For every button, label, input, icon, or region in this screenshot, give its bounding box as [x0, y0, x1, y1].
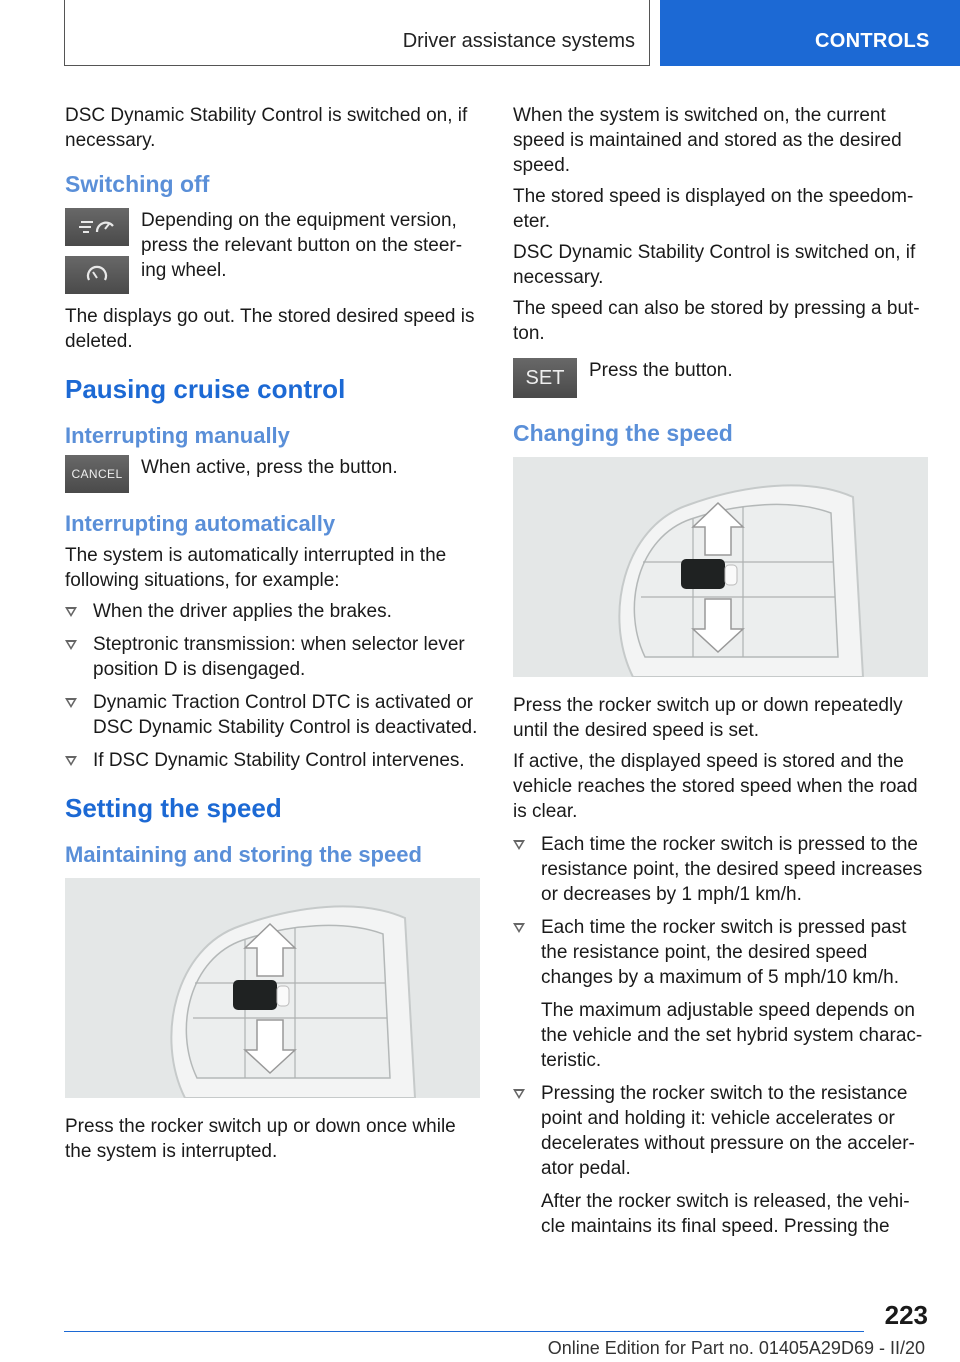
header-chapter-tab: [660, 0, 960, 66]
header-section-title: Driver assistance systems: [402, 30, 635, 52]
list-item-note: The maximum adjustable speed depends on the vehicle and the set hybrid system charac-teristic.: [541, 1000, 923, 1071]
right-paragraph-3: DSC Dynamic Stability Control is switched on, if necessary.: [513, 242, 916, 288]
manual-interrupt-instruction: [65, 455, 480, 493]
bullet-triangle-icon: [513, 840, 525, 850]
bullet-triangle-icon: [65, 756, 77, 766]
list-item-text: Each time the rocker switch is pressed past the resistance point, the desired speed changes by a maximum of 5 mph/10 km/h.: [541, 917, 907, 988]
right-paragraph-1: When the system is switched on, the current speed is maintained and stored as the desired speed.: [513, 105, 902, 176]
cancel-button-image: CANCEL: [65, 455, 129, 493]
list-item-text: Pressing the rocker switch to the resistance point and holding it: vehicle accelerates or decelerates without pressure on the acceler-ator pedal.: [541, 1083, 915, 1179]
list-item-text: If DSC Dynamic Stability Control intervenes.: [93, 750, 465, 771]
list-item-text: Dynamic Traction Control DTC is activated or DSC Dynamic Stability Control is deactivated.: [93, 692, 478, 738]
list-item: [65, 599, 480, 624]
cruise-control-button-icon: [65, 208, 129, 246]
list-item: [513, 832, 928, 907]
changing-paragraph-2: If active, the displayed speed is stored and the vehicle reaches the stored speed when the road is clear.: [513, 751, 918, 822]
list-item: [65, 748, 480, 773]
list-item-text: Each time the rocker switch is pressed to the resistance point, the desired speed increases or decreases by 1 mph/1 km/h.: [541, 834, 923, 905]
switching-off-instruction: [65, 208, 480, 294]
switch-off-button-images: [65, 208, 129, 294]
cancel-button-image-wrap: [65, 455, 129, 493]
header-section-box: [64, 0, 650, 66]
footer-divider: [64, 1331, 864, 1332]
footer-edition: Online Edition for Part no. 01405A29D69 - II/20: [547, 1338, 925, 1358]
header-chapter-label: CONTROLS: [815, 30, 930, 52]
heading-pausing-cruise-control: Pausing cruise control: [65, 374, 346, 404]
heading-switching-off: Switching off: [65, 171, 210, 197]
bullet-triangle-icon: [513, 923, 525, 933]
heading-changing-the-speed: Changing the speed: [513, 420, 733, 446]
heading-setting-the-speed: Setting the speed: [65, 793, 282, 823]
changing-speed-list: [513, 832, 928, 1239]
manual-interrupt-text: When active, press the button.: [141, 457, 398, 478]
bullet-triangle-icon: [65, 640, 77, 650]
page-number: 223: [884, 1300, 928, 1330]
intro-paragraph: DSC Dynamic Stability Control is switched on, if necessary.: [65, 105, 468, 151]
right-paragraph-2: The stored speed is displayed on the speedom-eter.: [513, 186, 914, 232]
right-column: [513, 103, 928, 1247]
heading-interrupting-automatically: Interrupting automatically: [65, 511, 336, 536]
maintaining-caption: Press the rocker switch up or down once while the system is interrupted.: [65, 1116, 456, 1162]
heading-interrupting-manually: Interrupting manually: [65, 423, 290, 448]
set-button-instruction: [513, 358, 928, 398]
list-item: [65, 690, 480, 740]
set-button-image: SET: [513, 358, 577, 398]
speed-limiter-button-icon: [65, 256, 129, 294]
automatic-interrupt-list: [65, 599, 480, 773]
rocker-switch-photo: [65, 878, 480, 1098]
changing-paragraph-1: Press the rocker switch up or down repeatedly until the desired speed is set.: [513, 695, 903, 741]
rocker-switch-photo-2: [513, 457, 928, 677]
list-item: [513, 1081, 928, 1239]
automatic-interrupt-text: The system is automatically interrupted in the following situations, for example:: [65, 545, 447, 591]
set-button-image-wrap: [513, 358, 577, 398]
list-item-text: When the driver applies the brakes.: [93, 601, 392, 622]
switching-off-text: Depending on the equipment version, press the relevant button on the steer-ing wheel.: [141, 210, 463, 281]
list-item-text: Steptronic transmission: when selector lever position D is disengaged.: [93, 634, 465, 680]
list-item-note: After the rocker switch is released, the vehi-cle maintains its final speed. Pressing the: [541, 1191, 910, 1237]
right-paragraph-4: The speed can also be stored by pressing a but-ton.: [513, 298, 920, 344]
list-item: [513, 915, 928, 1073]
left-column: [65, 103, 480, 1170]
bullet-triangle-icon: [65, 698, 77, 708]
heading-maintaining-storing: Maintaining and storing the speed: [65, 842, 422, 867]
switching-off-result: The displays go out. The stored desired speed is deleted.: [65, 306, 475, 352]
set-button-text: Press the button.: [589, 360, 733, 381]
list-item: [65, 632, 480, 682]
bullet-triangle-icon: [513, 1089, 525, 1099]
bullet-triangle-icon: [65, 607, 77, 617]
